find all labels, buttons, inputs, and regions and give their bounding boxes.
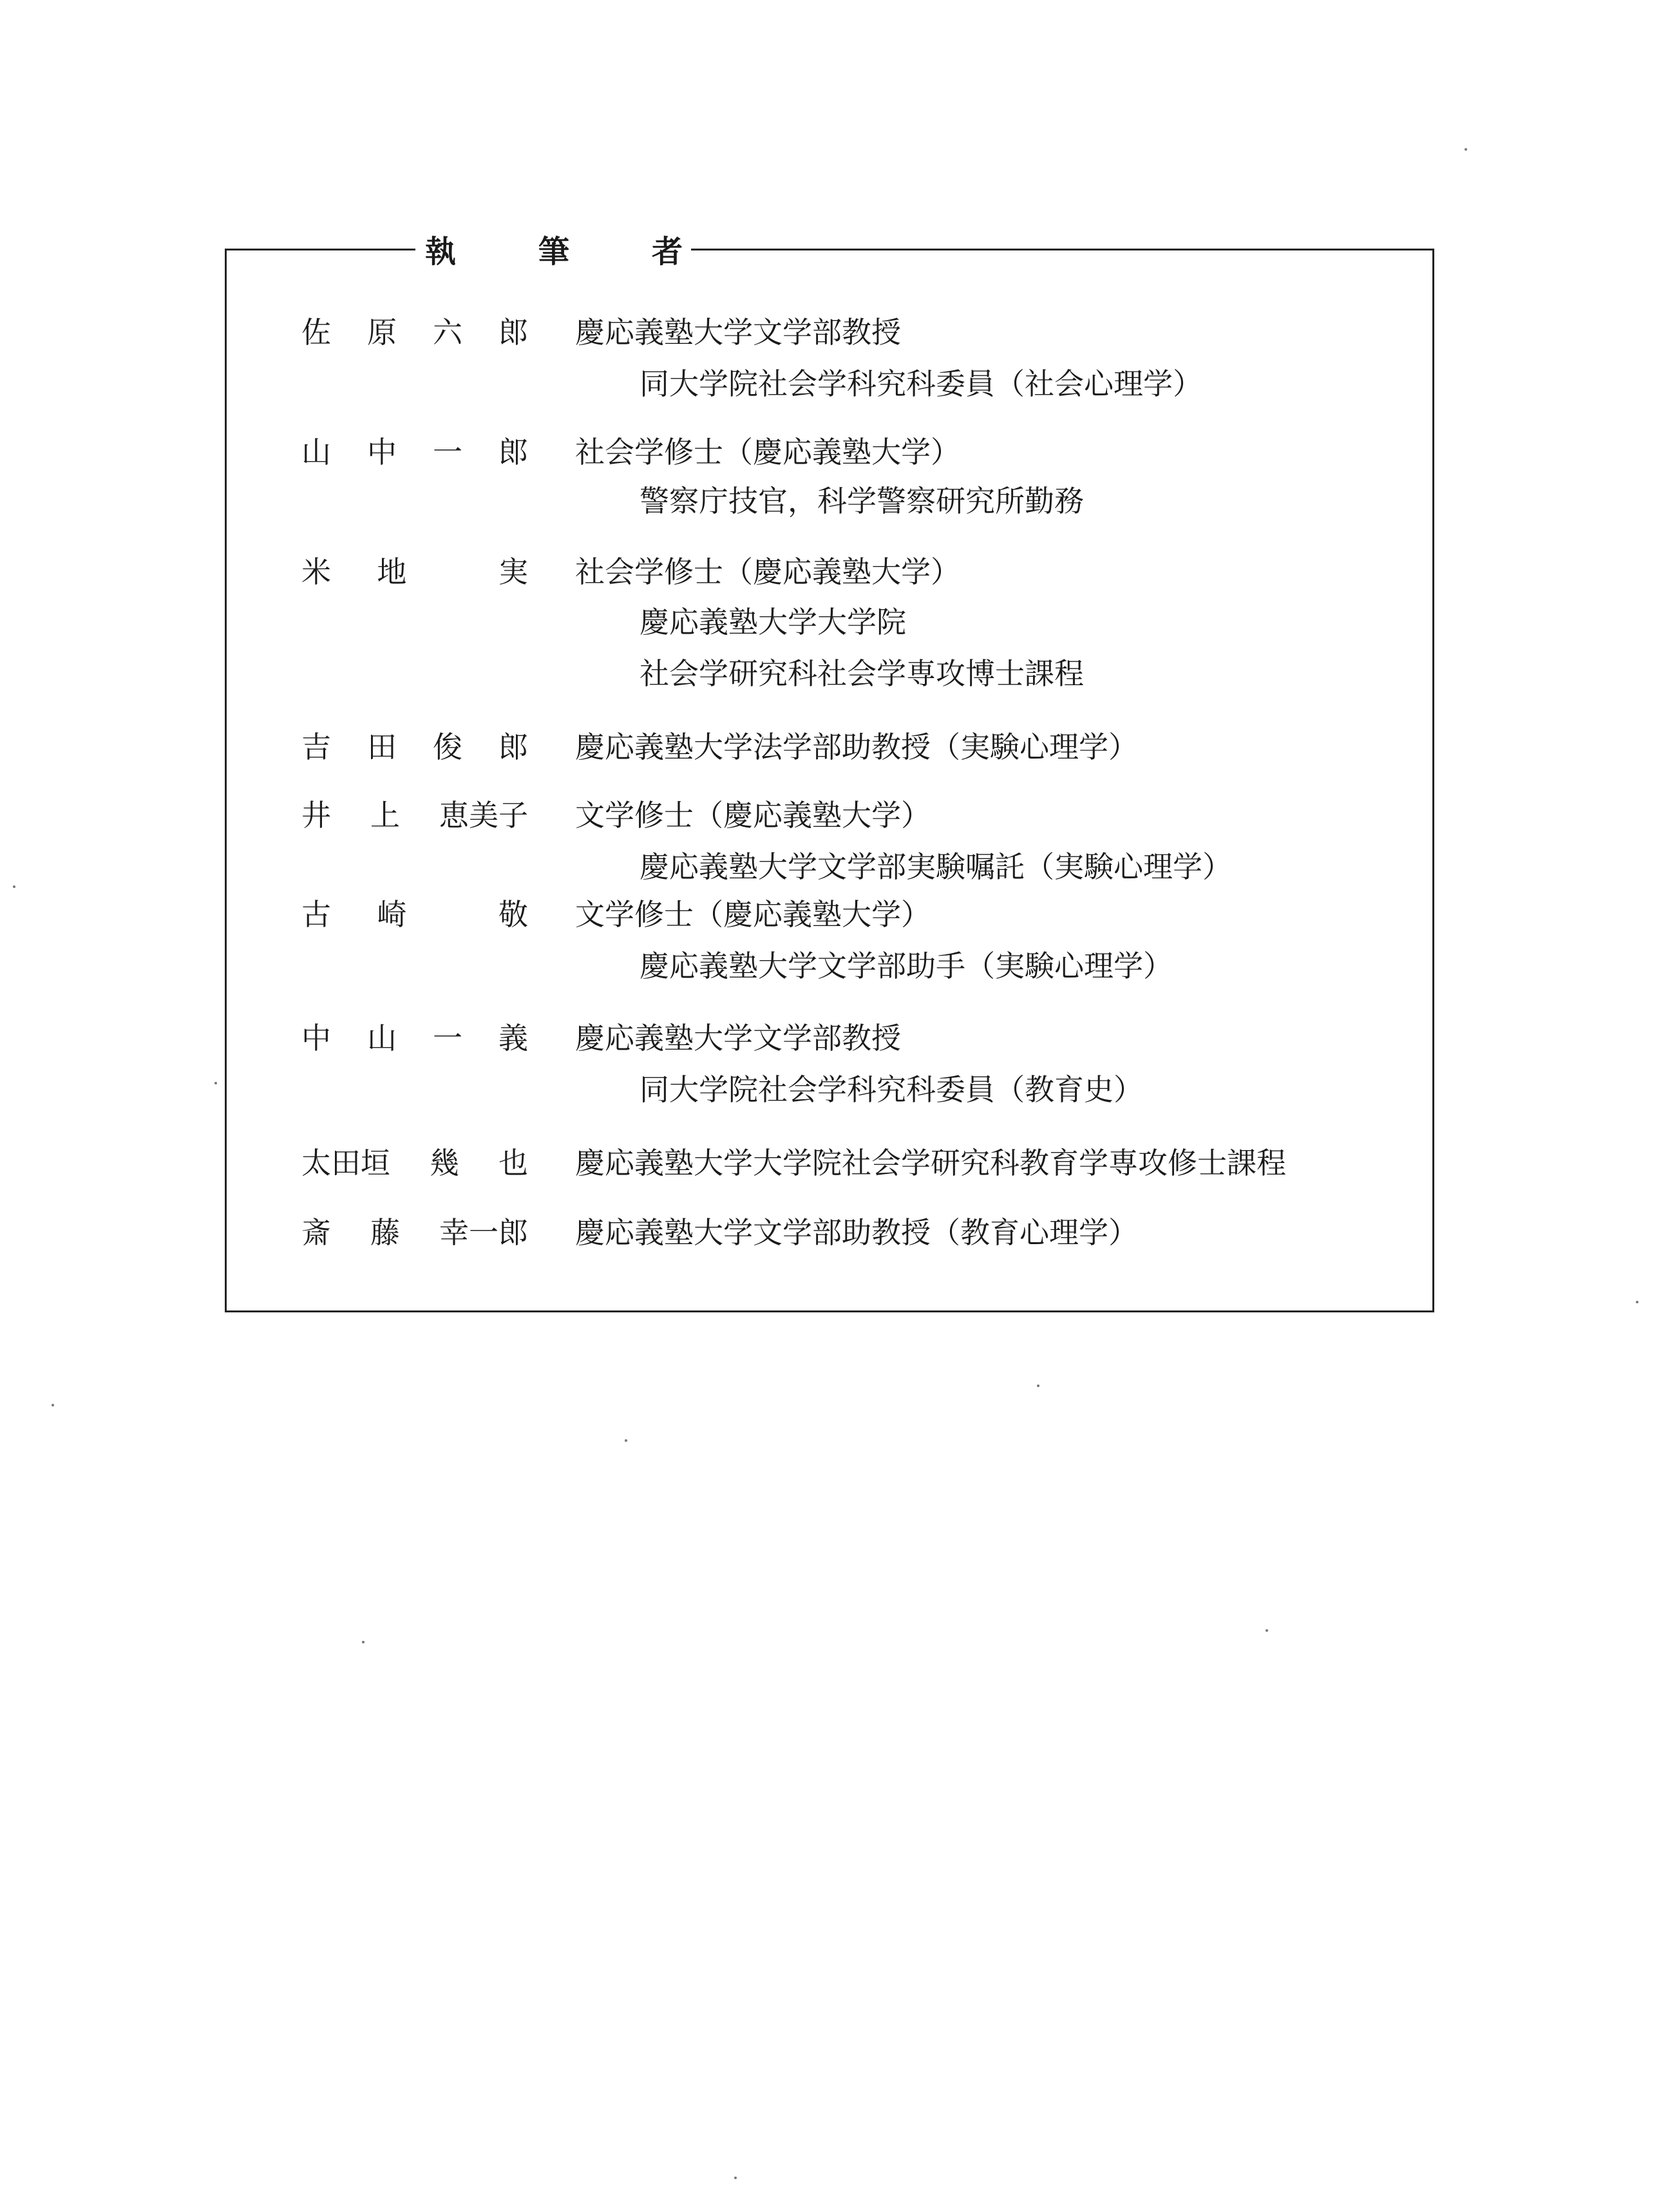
name-char: 上	[370, 798, 400, 833]
name-char: 六	[433, 315, 462, 350]
author-affiliation: 慶応義塾大学法学部助教授（実験心理学）	[575, 730, 1138, 764]
name-char: 中	[301, 1021, 331, 1055]
author-affiliation: 慶応義塾大学文学部教授	[575, 315, 901, 350]
name-char: 敬	[498, 897, 528, 932]
scan-speck	[1465, 148, 1467, 151]
name-char: 崎	[377, 897, 407, 932]
author-name	[301, 426, 528, 478]
heading-char: 者	[651, 233, 683, 270]
name-char: 実	[498, 554, 528, 589]
author-name	[301, 546, 528, 598]
name-char: 幾	[430, 1146, 459, 1180]
scan-speck	[734, 2177, 737, 2179]
author-name	[301, 721, 528, 773]
name-char: 古	[301, 897, 331, 932]
author-affiliation: 同大学院社会学科究科委員（教育史）	[640, 1072, 1143, 1107]
name-char: 義	[498, 1021, 528, 1055]
author-affiliation: 警察庁技官，科学警察研究所勤務	[640, 484, 1084, 518]
name-char: 俊	[433, 730, 462, 764]
scan-speck	[1037, 1385, 1039, 1387]
name-char: 幸一郎	[439, 1215, 528, 1250]
scan-speck	[52, 1404, 54, 1406]
name-char: 藤	[370, 1215, 400, 1250]
author-affiliation: 慶応義塾大学大学院社会学研究科教育学専攻修士課程	[575, 1146, 1286, 1180]
author-affiliation: 社会学修士（慶応義塾大学）	[575, 554, 960, 589]
name-char: 太田垣	[301, 1146, 390, 1180]
name-char: 山	[367, 1021, 397, 1055]
name-char: 郎	[498, 315, 528, 350]
name-char: 也	[498, 1146, 528, 1180]
scan-speck	[625, 1439, 627, 1442]
name-char: 井	[301, 798, 331, 833]
author-affiliation: 慶応義塾大学文学部実験嘱託（実験心理学）	[640, 849, 1232, 884]
name-char: 恵美子	[439, 798, 528, 833]
scan-speck	[1266, 1629, 1268, 1632]
scan-speck	[362, 1641, 365, 1643]
name-char: 佐	[301, 315, 331, 350]
name-char: 郎	[498, 730, 528, 764]
author-affiliation: 社会学研究科社会学専攻博士課程	[640, 656, 1084, 691]
author-name	[301, 1207, 528, 1258]
author-affiliation: 慶応義塾大学文学部助手（実験心理学）	[640, 949, 1173, 983]
name-char: 吉	[301, 730, 331, 764]
name-char: 斎	[301, 1215, 331, 1250]
author-name	[301, 789, 528, 841]
author-name	[301, 889, 528, 940]
scan-speck	[13, 885, 15, 888]
author-name	[301, 1137, 528, 1189]
scan-speck	[214, 1082, 217, 1084]
name-char: 田	[367, 730, 397, 764]
name-char: 郎	[498, 435, 528, 469]
author-affiliation: 慶応義塾大学文学部助教授（教育心理学）	[575, 1215, 1138, 1250]
author-affiliation: 慶応義塾大学大学院	[640, 605, 906, 639]
author-affiliation: 同大学院社会学科究科委員（社会心理学）	[640, 366, 1202, 401]
author-affiliation: 文学修士（慶応義塾大学）	[575, 897, 931, 932]
section-heading	[425, 225, 683, 272]
author-affiliation: 慶応義塾大学文学部教授	[575, 1021, 901, 1055]
name-char: 原	[367, 315, 397, 350]
name-char: 一	[433, 435, 462, 469]
author-name	[301, 307, 528, 358]
name-char: 中	[367, 435, 397, 469]
scan-speck	[1636, 1301, 1638, 1303]
heading-char: 筆	[538, 233, 569, 270]
author-affiliation: 文学修士（慶応義塾大学）	[575, 798, 931, 833]
heading-char: 執	[425, 233, 457, 270]
name-char: 一	[433, 1021, 462, 1055]
name-char: 米	[301, 554, 331, 589]
name-char: 地	[377, 554, 407, 589]
name-char: 山	[301, 435, 331, 469]
author-affiliation: 社会学修士（慶応義塾大学）	[575, 435, 960, 469]
author-name	[301, 1012, 528, 1064]
